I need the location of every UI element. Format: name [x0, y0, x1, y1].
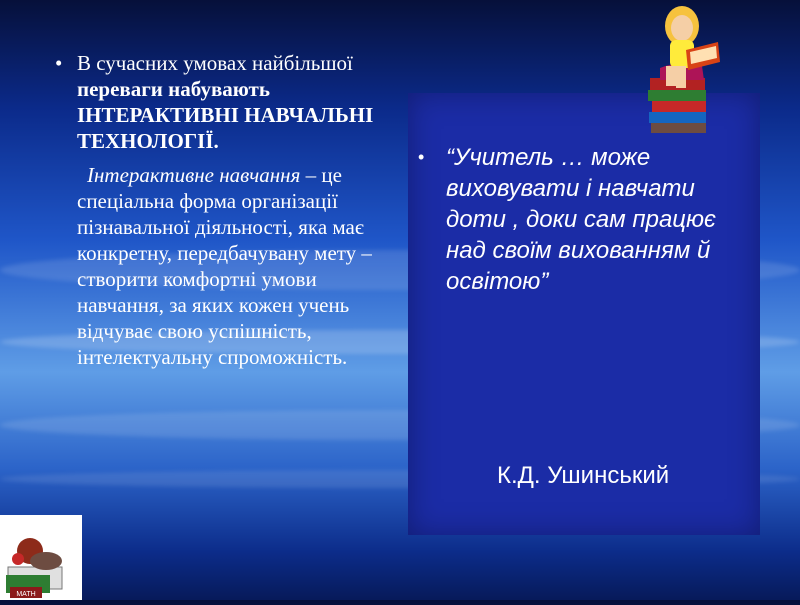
quote-text: “Учитель … може виховувати і навчати доти , доки сам працює над своїм вихованням й освітою”: [446, 144, 716, 295]
quote-block: [418, 142, 758, 297]
para2-rest-text: – це спеціальна форма організації пізнавальної діяльності, яка має конкретну, передбачувану мету – створити комфортні умови навчання, за яких кожен учень відчуває свою успішність, інтелектуальну спроможність.: [77, 163, 372, 369]
para1-bold-text: переваги набувають ІНТЕРАКТИВНІ НАВЧАЛЬНІ ТЕХНОЛОГІЇ.: [77, 77, 374, 153]
para2-italic-text: Інтерактивне навчання: [87, 163, 301, 187]
left-bullet-item: [55, 50, 405, 154]
quote-author: К.Д. Ушинський: [497, 462, 670, 489]
bullet-icon: •: [55, 51, 63, 75]
para2: [55, 162, 405, 370]
math-label: MATH: [16, 591, 36, 598]
para1: [77, 50, 405, 154]
para1-normal-text: В сучасних умовах найбільшої: [77, 51, 353, 75]
math-clipart: [0, 515, 82, 600]
math-book-figure-icon: [0, 515, 82, 600]
girl-reading-on-books-icon: [640, 0, 730, 135]
left-text-block: [55, 50, 405, 370]
bullet-icon: •: [418, 147, 425, 167]
